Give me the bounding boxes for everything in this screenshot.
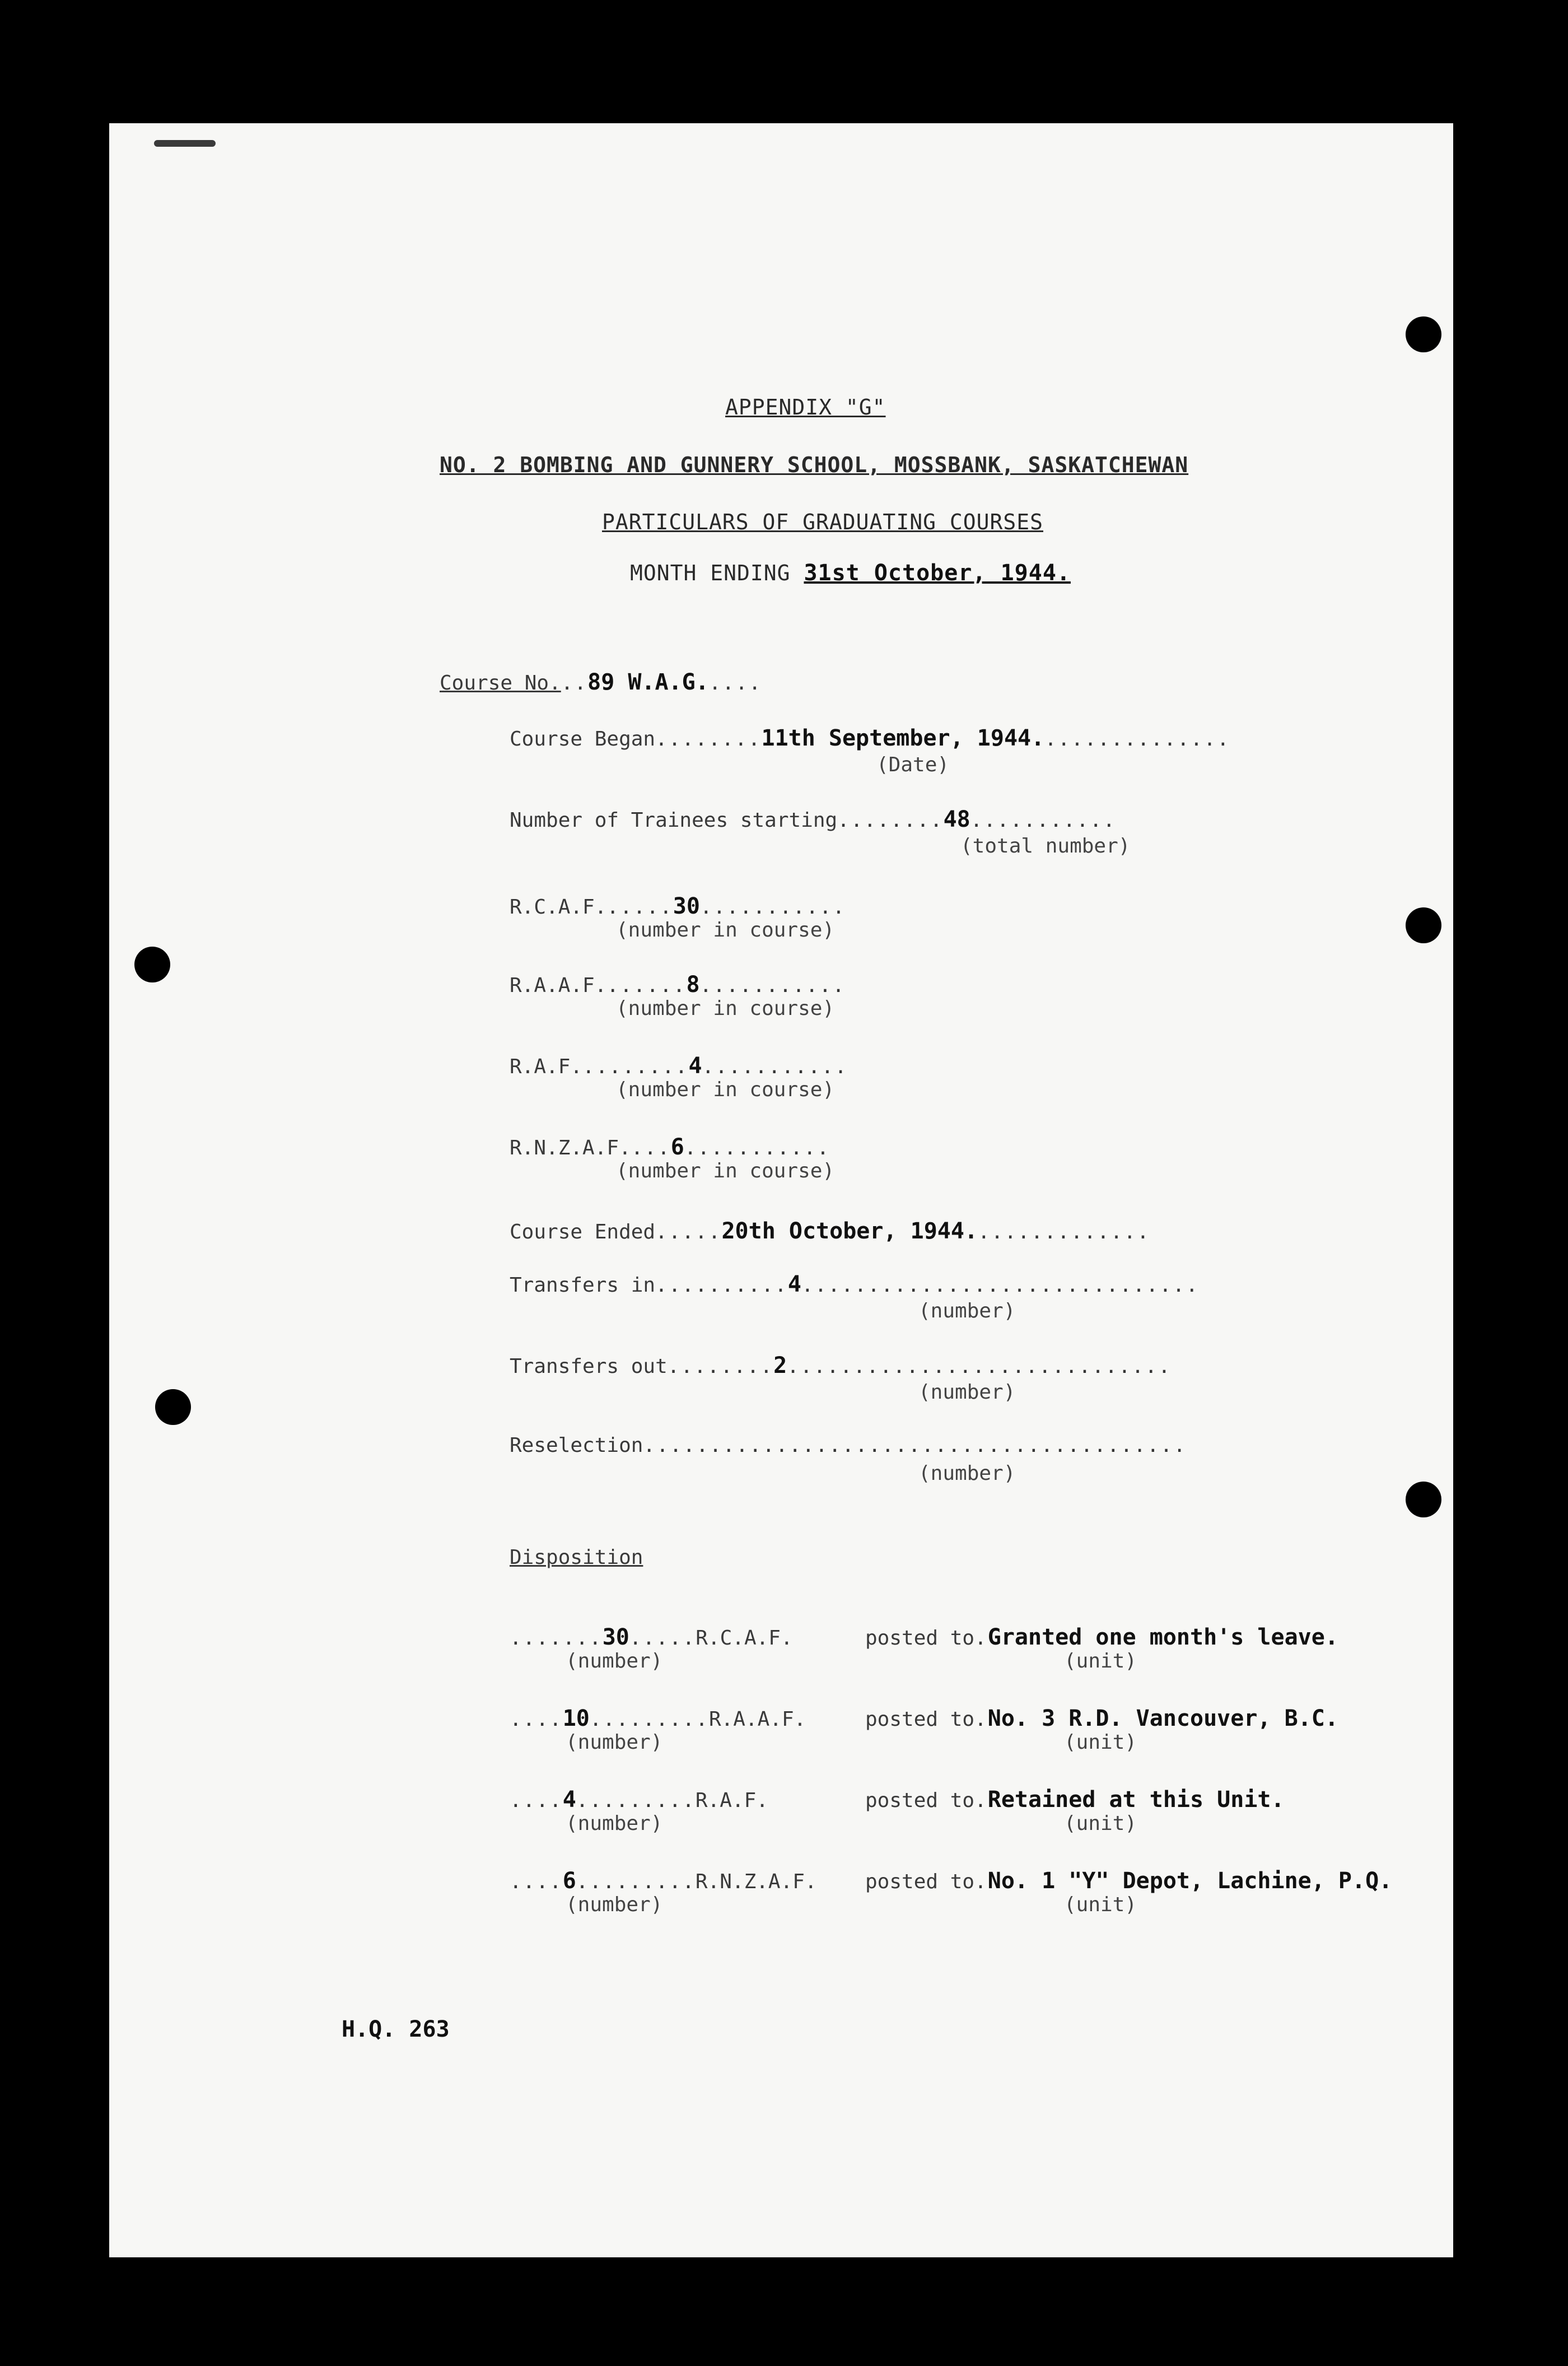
unit-hint: (unit) <box>1064 1731 1137 1754</box>
course-ended-label: Course Ended <box>510 1221 656 1243</box>
punch-hole <box>1406 1482 1441 1517</box>
disposition-unit: Granted one month's leave. <box>987 1624 1338 1650</box>
disposition-number: 30 <box>602 1624 629 1650</box>
disposition-force: R.A.A.F. <box>708 1708 806 1731</box>
number-hint: (number) <box>566 1812 663 1835</box>
disposition-number: 4 <box>562 1787 576 1813</box>
transfers-out-line: Transfers out........2............................. <box>510 1353 1172 1378</box>
course-ended-line: Course Ended.....20th October, 1944.............. <box>510 1218 1150 1244</box>
disposition-posted: posted to.No. 3 R.D. Vancouver, B.C. <box>865 1706 1338 1731</box>
number-hint: (number) <box>566 1731 663 1754</box>
unit-hint: (unit) <box>1064 1812 1137 1835</box>
disposition-number: 10 <box>562 1706 590 1731</box>
raf-hint: (number in course) <box>616 1078 835 1101</box>
disposition-posted: posted to.Retained at this Unit. <box>865 1787 1285 1813</box>
course-no-value: 89 W.A.G. <box>587 669 709 695</box>
disposition-row: .......30.....R.C.A.F. <box>510 1624 793 1650</box>
reselection-label: Reselection <box>510 1434 643 1457</box>
posted-to-label: posted to <box>865 1708 975 1731</box>
document-page <box>109 123 1453 2257</box>
unit-hint: (unit) <box>1064 1893 1137 1916</box>
disposition-row: ....10.........R.A.A.F. <box>510 1706 806 1731</box>
disposition-force: R.N.Z.A.F. <box>695 1870 817 1893</box>
raaf-value: 8 <box>686 972 700 998</box>
disposition-heading: Disposition <box>510 1546 643 1569</box>
disposition-unit: No. 3 R.D. Vancouver, B.C. <box>987 1706 1338 1731</box>
transfers-in-label: Transfers in <box>510 1274 656 1297</box>
file-reference: H.Q. 263 <box>342 2016 450 2042</box>
appendix-title: APPENDIX "G" <box>725 395 886 420</box>
total-number-hint: (total number) <box>960 835 1131 858</box>
posted-to-label: posted to <box>865 1789 975 1812</box>
transfers-in-line: Transfers in..........4.............................. <box>510 1272 1200 1297</box>
rnzaf-line: R.N.Z.A.F....6........... <box>510 1134 830 1160</box>
transfers-in-value: 4 <box>787 1272 801 1297</box>
course-began-label: Course Began <box>510 728 656 751</box>
ink-smudge <box>154 140 216 147</box>
punch-hole <box>1406 907 1441 943</box>
punch-hole <box>134 947 170 982</box>
disposition-number: 6 <box>562 1868 576 1894</box>
raaf-hint: (number in course) <box>616 997 835 1020</box>
disposition-unit: No. 1 "Y" Depot, Lachine, P.Q. <box>987 1868 1393 1894</box>
course-ended-value: 20th October, 1944. <box>721 1218 978 1244</box>
transfers-out-hint: (number) <box>918 1381 1016 1404</box>
month-ending-label: MONTH ENDING <box>630 561 791 585</box>
reselection-line: Reselection......................................... <box>510 1434 1187 1457</box>
transfers-out-label: Transfers out <box>510 1355 668 1378</box>
number-hint: (number) <box>566 1893 663 1916</box>
raaf-label: R.A.A.F. <box>510 974 607 997</box>
disposition-posted: posted to.No. 1 "Y" Depot, Lachine, P.Q. <box>865 1868 1393 1894</box>
month-ending <box>630 560 1071 586</box>
disposition-row: ....4.........R.A.F. <box>510 1787 768 1813</box>
posted-to-label: posted to <box>865 1870 975 1893</box>
punch-hole <box>1406 316 1441 352</box>
disposition-posted: posted to.Granted one month's leave. <box>865 1624 1338 1650</box>
disposition-force: R.C.A.F. <box>696 1627 793 1650</box>
document-subtitle: PARTICULARS OF GRADUATING COURSES <box>602 510 1043 534</box>
raf-line: R.A.F.........4........... <box>510 1053 848 1079</box>
course-no-label: Course No. <box>440 672 561 695</box>
rnzaf-value: 6 <box>670 1134 684 1160</box>
rnzaf-label: R.N.Z.A.F. <box>510 1137 631 1159</box>
disposition-force: R.A.F. <box>695 1789 768 1812</box>
month-ending-value: 31st October, 1944. <box>804 560 1071 586</box>
rcaf-hint: (number in course) <box>616 919 835 942</box>
reselection-hint: (number) <box>918 1462 1016 1485</box>
punch-hole <box>155 1389 191 1425</box>
disposition-unit: Retained at this Unit. <box>987 1787 1285 1813</box>
trainees-line: Number of Trainees starting........48........... <box>510 807 1117 832</box>
rcaf-value: 30 <box>673 893 700 919</box>
date-hint: (Date) <box>876 753 950 776</box>
course-no-line: Course No...89 W.A.G..... <box>440 669 762 695</box>
posted-to-label: posted to <box>865 1627 975 1650</box>
transfers-out-value: 2 <box>773 1353 787 1378</box>
raaf-line: R.A.A.F.......8........... <box>510 972 846 998</box>
course-began-line: Course Began........11th September, 1944............... <box>510 725 1230 751</box>
course-began-value: 11th September, 1944. <box>761 725 1045 751</box>
raf-value: 4 <box>688 1053 702 1079</box>
school-name: NO. 2 BOMBING AND GUNNERY SCHOOL, MOSSBANK, SASKATCHEWAN <box>440 453 1189 477</box>
unit-hint: (unit) <box>1064 1650 1137 1673</box>
disposition-row: ....6.........R.N.Z.A.F. <box>510 1868 817 1894</box>
trainees-value: 48 <box>943 807 970 832</box>
rnzaf-hint: (number in course) <box>616 1159 835 1182</box>
raf-label: R.A.F. <box>510 1055 583 1078</box>
rcaf-line: R.C.A.F......30........... <box>510 893 846 919</box>
rcaf-label: R.C.A.F. <box>510 896 607 919</box>
transfers-in-hint: (number) <box>918 1300 1016 1322</box>
number-hint: (number) <box>566 1650 663 1673</box>
trainees-label: Number of Trainees starting <box>510 809 838 832</box>
